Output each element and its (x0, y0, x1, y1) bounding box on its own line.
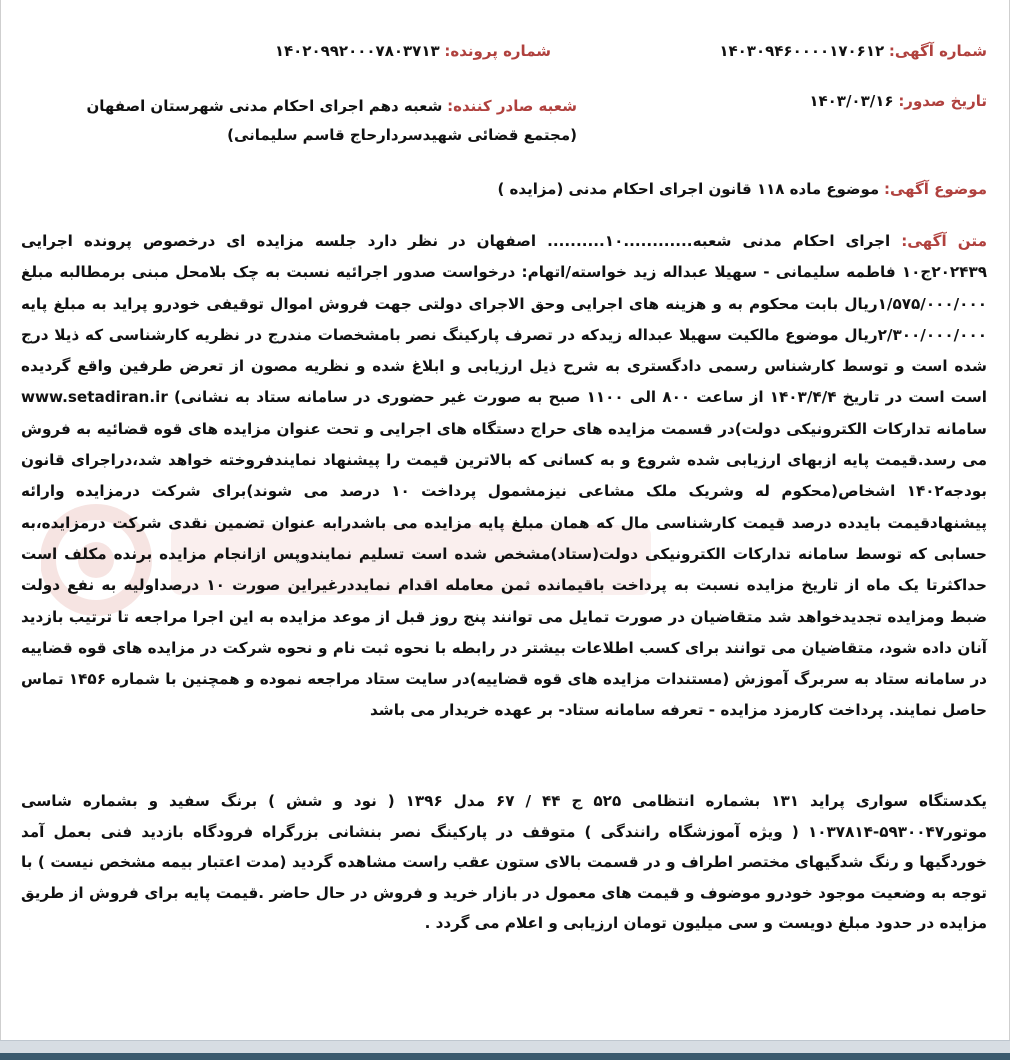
case-number-label: شماره پرونده: (444, 42, 551, 60)
vehicle-description (21, 786, 987, 939)
vehicle-text: یکدستگاه سواری پراید ۱۳۱ بشماره انتظامی ۵۲۵ ج ۴۴ / ۶۷ مدل ۱۳۹۶ ( نود و شش ) برنگ سفید و بشماره شاسی موتور۵۹۳۰۰۴۷-۱۰۳۷۸۱۴ ( ویژه آموزشگاه رانندگی ) متوقف در پارکینگ نصر بنشانی بزرگراه فرودگاه بازدید فنی بعمل آمد خوردگیها و رنگ شدگیهای مختصر اطراف و در قسمت بالای ستون عقب راست مشاهده گردید (مدت اعتبار بیمه مشخص نیست ) با توجه به وضعیت موجود خودرو موضوف و قیمت های معمول در بازار خرید و فروش در حال حاضر .قیمت پایه برای فروش از طریق مزایده در حدود مبلغ دویست و سی میلیون تومان ارزیابی و اعلام می گردد . (21, 792, 987, 932)
notice-number-label: شماره آگهی: (888, 42, 987, 60)
subject-label: موضوع آگهی: (883, 180, 987, 198)
issuing-branch-row (57, 92, 577, 150)
subject-row (497, 180, 987, 198)
issue-date-value: ۱۴۰۳/۰۳/۱۶ (809, 92, 894, 110)
issuing-branch-value: شعبه دهم اجرای احکام مدنی شهرستان اصفهان (مجتمع قضائی شهیدسردارحاج قاسم سلیمانی) (86, 97, 577, 144)
issuing-branch-label: شعبه صادر کننده: (447, 97, 577, 115)
case-number-value: ۱۴۰۲۰۹۹۲۰۰۰۷۸۰۳۷۱۳ (274, 42, 440, 60)
issue-date-label: تاریخ صدور: (898, 92, 987, 110)
notice-body (21, 226, 987, 727)
notice-main-text: اجرای احکام مدنی شعبه............۱۰.......... اصفهان در نظر دارد جلسه مزایده ای درخصوص پرونده اجرایی ۲۰۲۴۳۹ج۱۰ فاطمه سلیمانی - سهیلا عبداله زید خواسته/اتهام: درخواست صدور اجرائیه نسبت به چک بلامحل مبنی برمطالبه مبلغ ۱/۵۷۵/۰۰۰/۰۰۰ریال بابت محکوم به و هزینه های اجرایی وحق الاجرای دولتی جهت فروش اموال توقیفی خودرو پراید به مبلغ پایه ۲/۳۰۰/۰۰۰/۰۰۰ریال موضوع مالکیت سهیلا عبداله زیدکه در تصرف پارکینگ نصر بامشخصات مندرج در نظریه کارشناسی که ذیلا درج شده است و توسط کارشناس رسمی دادگستری به شرح ذیل ارزیابی و ابلاغ شده و نظریه مصون از تعرض طرفین واقع گردیده است است در تاریخ ۱۴۰۳/۴/۴ از ساعت ۸۰۰ الی ۱۱۰۰ صبح به صورت غیر حضوری در سامانه ستاد به نشانی) www.setadiran.ir سامانه تدارکات الکترونیکی دولت)در قسمت مزایده های حراج دستگاه های اجرایی و تحت عنوان مزایده های قوه قضائیه به فروش می رسد.قیمت پایه ازبهای ارزیابی شده شروع و به کسانی که بالاترین قیمت را پیشنهاد نمایندفروخته خواهد شد،دراجرای قانون بودجه۱۴۰۲ اشخاص(محکوم له وشریک ملک مشاعی نیزمشمول پرداخت ۱۰ درصد می شوند)برای شرکت درمزایده وارائه پیشنهادقیمت بایدده درصد قیمت کارشناسی مال که همان مبلغ پایه مزایده می باشدرابه عنوان تضمین نقدی شرکت درمزایده،به حسابی که توسط سامانه تدارکات الکترونیکی دولت(ستاد)مشخص شده است تسلیم نمایندوپس ازانجام مزایده برنده مکلف است حداکثرتا یک ماه از تاریخ مزایده نسبت به پرداخت باقیمانده ثمن معامله اقدام نمایددرغیراین صورت ۱۰ درصداولیه به نفع دولت ضبط ومزایده تجدیدخواهد شد متقاضیان در صورت تمایل می توانند پنج روز قبل از موعد مزایده به این اجرا مراجعه تا ترتیب بازدید آنان داده شود، متقاضیان می توانند برای کسب اطلاعات بیشتر در رابطه با نحوه ثبت نام و نحوه شرکت در مزایده های قوه قضاییه در سامانه ستاد به سربرگ آموزش (مستندات مزایده های قوه قضاییه)در سایت ستاد مراجعه نموده و همچنین با شماره ۱۴۵۶ تماس حاصل نمایند. پرداخت کارمزد مزایده - تعرفه سامانه ستاد- بر عهده خریدار می باشد (21, 232, 987, 720)
issue-date-row (809, 92, 987, 110)
subject-value: موضوع ماده ۱۱۸ قانون اجرای احکام مدنی (مزایده ) (497, 180, 880, 198)
notice-number-value: ۱۴۰۳۰۹۴۶۰۰۰۰۱۷۰۶۱۲ (719, 42, 885, 60)
notice-text-label: متن آگهی: (901, 232, 987, 250)
bottom-bar (0, 1040, 1010, 1060)
notice-number-row (719, 42, 987, 60)
case-number-row (275, 42, 551, 60)
